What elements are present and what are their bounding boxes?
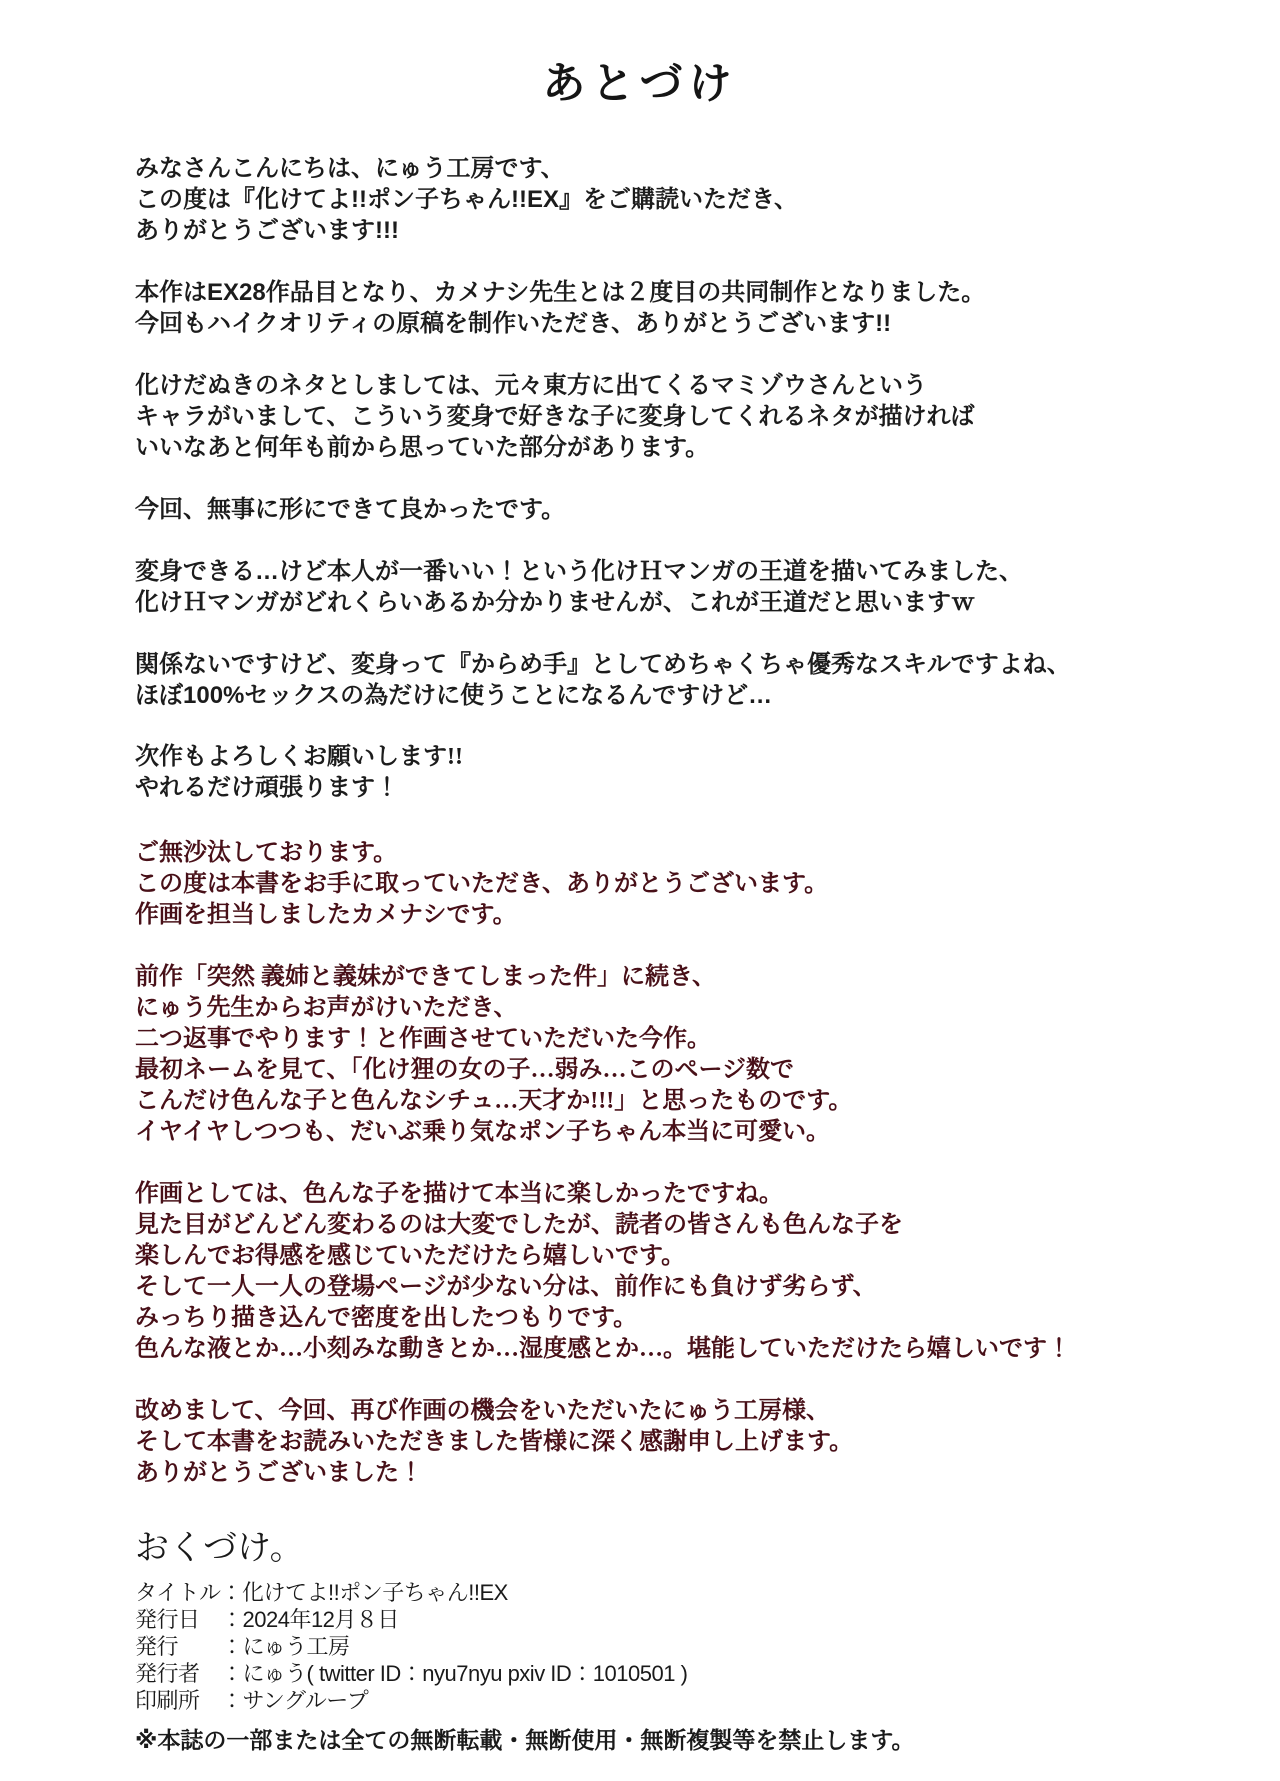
text-line: ありがとうございました！ (135, 1460, 423, 1486)
text-line: 前作「突然 義姉と義妹ができてしまった件」に続き、 (135, 964, 717, 990)
paragraph (135, 1179, 1210, 1365)
paragraph (135, 649, 1210, 711)
paragraph (135, 838, 1210, 931)
text-line: この度は『化けてよ!!ポン子ちゃん!!EX』をご購読いただき、 (135, 186, 799, 213)
colophon-row-publish-date: 発行日 ：2024年12月８日 (135, 1607, 399, 1632)
paragraph (135, 153, 1210, 246)
text-line: 今回もハイクオリティの原稿を制作いただき、ありがとうございます!! (135, 310, 892, 337)
text-line: みっちり描き込んで密度を出したつもりです。 (135, 1305, 638, 1331)
text-line: 化けＨマンガがどれくらいあるか分かりませんが、これが王道だと思いますｗ (135, 589, 975, 616)
colophon-row-title: タイトル：化けてよ!!ポン子ちゃん!!EX (135, 1580, 508, 1605)
text-line: 二つ返事でやります！と作画させていただいた今作。 (135, 1026, 711, 1052)
text-line: 本作はEX28作品目となり、カメナシ先生とは２度目の共同制作となりました。 (135, 279, 986, 306)
text-line: 最初ネームを見て、「化け狸の女の子…弱み…このページ数で (135, 1057, 795, 1083)
text-line: こんだけ色んな子と色んなシチュ…天才か!!!」と思ったものです。 (135, 1088, 853, 1114)
text-line: ご無沙汰しております。 (135, 840, 398, 866)
copyright-notice: ※本誌の一部または全ての無断転載・無断使用・無断複製等を禁止します。 (135, 1727, 915, 1753)
text-line: いいなあと何年も前から思っていた部分があります。 (135, 434, 710, 461)
colophon-rows (135, 1579, 1210, 1714)
paragraph (135, 962, 1210, 1148)
text-line: この度は本書をお手に取っていただき、ありがとうございます。 (135, 871, 829, 897)
text-line: 見た目がどんどん変わるのは大変でしたが、読者の皆さんも色んな子を (135, 1212, 903, 1238)
text-line: ほぼ100%セックスの為だけに使うことになるんですけど… (135, 682, 773, 709)
text-line: ありがとうございます!!! (135, 217, 399, 244)
text-line: 変身できる…けど本人が一番いい！という化けＨマンガの王道を描いてみました、 (135, 558, 1023, 585)
colophon (135, 1520, 1210, 1754)
colophon-row-publisher-circle: 発行 ：にゅう工房 (135, 1634, 350, 1659)
text-line: 色んな液とか…小刻みな動きとか…湿度感とか…。堪能していただけたら嬉しいです！ (135, 1336, 1071, 1362)
text-line: やれるだけ頑張ります！ (135, 775, 399, 801)
text-line: 化けだぬきのネタとしましては、元々東方に出てくるマミゾウさんという (135, 372, 927, 399)
paragraph (135, 277, 1210, 339)
author-nyuu-message (135, 153, 1210, 804)
text-line: イヤイヤしつつも、だいぶ乗り気なポン子ちゃん本当に可愛い。 (135, 1119, 831, 1145)
paragraph-closing-nyuu (135, 742, 1210, 804)
text-line: 次作もよろしくお願いします!! (135, 744, 463, 770)
text-line: 作画としては、色んな子を描けて本当に楽しかったですね。 (135, 1181, 783, 1207)
text-line: 関係ないですけど、変身って『からめ手』としてめちゃくちゃ優秀なスキルですよね、 (135, 651, 1071, 678)
text-line: そして一人一人の登場ページが少ない分は、前作にも負けず劣らず、 (135, 1274, 877, 1300)
paragraph (135, 370, 1210, 463)
paragraph-closing-kamenashi (135, 1396, 1210, 1489)
text-line: 今回、無事に形にできて良かったです。 (135, 496, 566, 523)
page-title: あとづけ (542, 61, 738, 108)
text-line: 改めまして、今回、再び作画の機会をいただいたにゅう工房様、 (135, 1398, 831, 1424)
paragraph (135, 556, 1210, 618)
colophon-row-publisher-person: 発行者 ：にゅう( twitter ID：nyu7nyu pxiv ID：1010501 ) (135, 1661, 688, 1686)
text-line: 楽しんでお得感を感じていただけたら嬉しいです。 (135, 1243, 686, 1269)
text-line: そして本書をお読みいただきました皆様に深く感謝申し上げます。 (135, 1429, 854, 1455)
text-line: にゅう先生からお声がけいただき、 (135, 995, 518, 1021)
text-line: みなさんこんにちは、にゅう工房です、 (135, 155, 565, 182)
colophon-heading: おくづけ。 (135, 1529, 304, 1567)
text-line: キャラがいまして、こういう変身で好きな子に変身してくれるネタが描ければ (135, 403, 975, 430)
text-line: 作画を担当しましたカメナシです。 (135, 902, 517, 928)
artist-kamenashi-message (135, 838, 1210, 1489)
paragraph (135, 494, 1210, 525)
colophon-row-printer: 印刷所 ：サングループ (135, 1688, 369, 1713)
